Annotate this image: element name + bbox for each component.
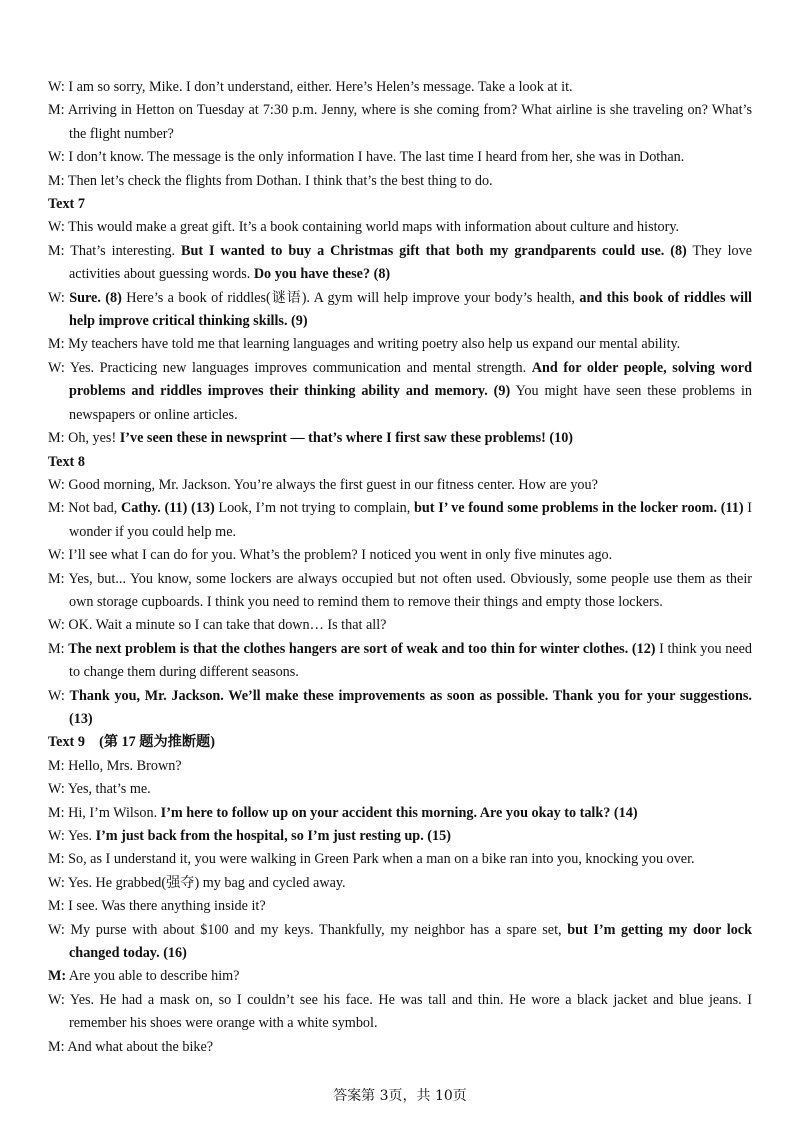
answer-highlight: The next problem is that the clothes hangers are sort of weak and too thin for winter clothes. (12) <box>68 640 656 657</box>
line-text: M: Oh, yes! <box>48 430 120 447</box>
line-text: W: <box>48 687 70 704</box>
dialogue-line <box>48 965 752 988</box>
dialogue-line <box>48 1036 752 1059</box>
dialogue-line <box>48 240 752 287</box>
dialogue-line <box>48 544 752 567</box>
dialogue-line <box>48 146 752 169</box>
dialogue-line <box>48 895 752 918</box>
line-text: M: Yes, but... You know, some lockers are always occupied but not often used. Obviously, some people use them as their own storage cupboards. I think you need to remind them to remove their things and empty those lockers. <box>48 570 752 610</box>
line-text: W: Yes. He had a mask on, so I couldn’t see his face. He was tall and thin. He wore a black jacket and blue jeans. I remember his shoes were orange with a white symbol. <box>48 991 752 1032</box>
section-heading <box>48 451 752 474</box>
line-text: W: OK. Wait a minute so I can take that down… Is that all? <box>48 617 387 634</box>
answer-highlight: Text 8 <box>48 453 85 470</box>
line-text: W: This would make a great gift. It’s a book containing world maps with information about culture and history. <box>48 219 680 236</box>
answer-highlight: and this book of riddles will help improve critical thinking skills. (9) <box>69 289 752 330</box>
answer-highlight: Text 9 (第 17 题为推断题) <box>48 734 215 751</box>
line-text: W: Good morning, Mr. Jackson. You’re always the first guest in our fitness center. How are you? <box>48 476 598 493</box>
line-text: M: And what about the bike? <box>48 1038 214 1055</box>
dialogue-line <box>48 216 752 239</box>
dialogue-line <box>48 568 752 615</box>
line-text: M: Arriving in Hetton on Tuesday at 7:30 p.m. Jenny, where is she coming from? What airline is she traveling on? What’s the flight number? <box>48 102 752 142</box>
line-text: M: My teachers have told me that learning languages and writing poetry also help us expand our mental ability. <box>48 336 681 353</box>
page-footer: 答案第 3页，共 10页 <box>333 1088 467 1104</box>
line-text: I wonder if you could help me. <box>69 500 753 540</box>
line-text: W: Yes. Practicing new languages improves communication and mental strength. <box>48 359 532 376</box>
line-text: W: Yes. <box>48 828 96 844</box>
dialogue-line <box>48 170 752 193</box>
answer-highlight: M: <box>48 968 67 985</box>
dialogue-line <box>48 99 752 146</box>
section-heading <box>48 193 752 216</box>
line-text: M: Hello, Mrs. Brown? <box>48 757 182 774</box>
line-text: W: <box>48 289 70 306</box>
answer-highlight: Do you have these? (8) <box>253 266 391 283</box>
line-text: M: Then let’s check the flights from Dothan. I think that’s the best thing to do. <box>48 172 493 189</box>
dialogue-line <box>48 989 752 1036</box>
dialogue-line <box>48 638 752 685</box>
answer-highlight: But I wanted to buy a Christmas gift that both my grandparents could use. (8) <box>181 242 687 259</box>
dialogue-line <box>48 778 752 801</box>
dialogue-line <box>48 357 752 427</box>
line-text: M: <box>48 640 69 657</box>
answer-highlight: Thank you, Mr. Jackson. We’ll make these improvements as soon as possible. Thank you for your suggestions. (13) <box>69 687 752 727</box>
dialogue-line <box>48 333 752 356</box>
line-text: W: I am so sorry, Mike. I don’t understand, either. Here’s Helen’s message. Take a look at it. <box>48 79 573 95</box>
line-text: W: I’ll see what I can do for you. What’s the problem? I noticed you went in only five minutes ago. <box>48 547 613 564</box>
line-text: M: Not bad, <box>48 500 121 517</box>
answer-highlight: And for older people, solving word problems and riddles improves their thinking ability and memory. (9) <box>69 359 752 400</box>
answer-highlight: I’m just back from the hospital, so I’m just resting up. (15) <box>95 828 451 844</box>
dialogue-line <box>48 755 752 778</box>
line-text: M: Hi, I’m Wilson. <box>48 804 161 821</box>
dialogue-line <box>48 427 752 450</box>
dialogue-line <box>48 614 752 637</box>
dialogue-line <box>48 825 752 848</box>
line-text: Here’s a book of riddles(谜语). A gym will help improve your body’s health, <box>121 289 580 306</box>
line-text: I think you need to change them during different seasons. <box>69 640 753 681</box>
answer-highlight: I’m here to follow up on your accident this morning. Are you okay to talk? (14) <box>160 804 638 821</box>
line-text: M: I see. Was there anything inside it? <box>48 898 266 915</box>
section-heading <box>48 731 752 754</box>
transcript-body <box>48 76 752 1059</box>
dialogue-line <box>48 76 752 99</box>
dialogue-line <box>48 848 752 871</box>
line-text: Look, I’m not trying to complain, <box>214 500 414 517</box>
answer-highlight: Sure. (8) <box>69 289 122 306</box>
line-text: You might have seen these problems in newspapers or online articles. <box>69 383 752 423</box>
dialogue-line <box>48 685 752 732</box>
dialogue-line <box>48 802 752 825</box>
answer-highlight: but I’ ve found some problems in the locker room. (11) <box>414 500 748 517</box>
dialogue-line <box>48 287 752 334</box>
line-text: Are you able to describe him? <box>66 968 240 985</box>
line-text: W: Yes, that’s me. <box>48 781 151 798</box>
dialogue-line <box>48 497 752 544</box>
line-text: W: My purse with about $100 and my keys. Thankfully, my neighbor has a spare set, <box>48 921 568 938</box>
line-text: W: I don’t know. The message is the only information I have. The last time I heard from her, she was in Dothan. <box>48 149 685 166</box>
line-text: W: Yes. He grabbed(强夺) my bag and cycled away. <box>48 874 346 891</box>
answer-highlight: Cathy. (11) (13) <box>120 500 215 517</box>
line-text: M: That’s interesting. <box>48 242 182 259</box>
answer-highlight: I’ve seen these in newsprint — that’s where I first saw these problems! (10) <box>119 430 574 447</box>
line-text: M: So, as I understand it, you were walking in Green Park when a man on a bike ran into you, knocking you over. <box>48 851 695 868</box>
dialogue-line <box>48 872 752 895</box>
dialogue-line <box>48 474 752 497</box>
answer-highlight: Text 7 <box>48 196 85 213</box>
dialogue-line <box>48 919 752 966</box>
line-text: They love activities about guessing words. <box>69 242 752 283</box>
answer-highlight: but I’m getting my door lock changed today. (16) <box>69 921 752 962</box>
